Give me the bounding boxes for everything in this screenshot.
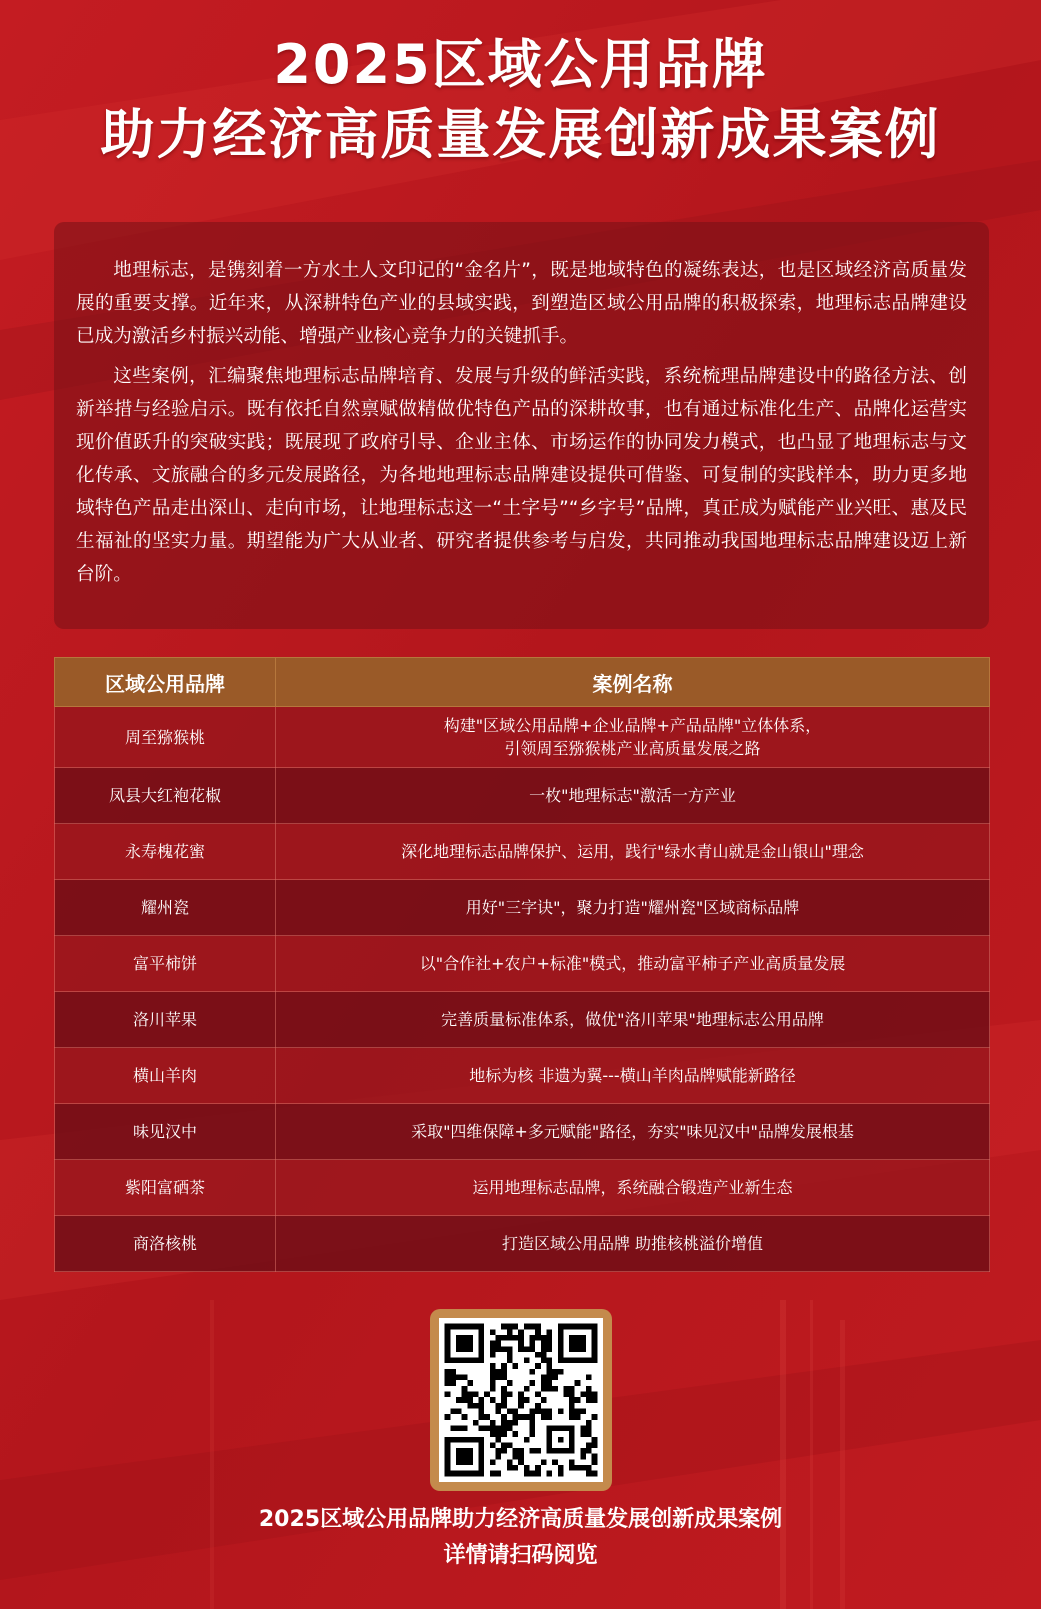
case-cell: 完善质量标准体系，做优"洛川苹果"地理标志公用品牌 — [276, 992, 990, 1048]
case-cell — [276, 707, 990, 768]
cases-table — [54, 657, 990, 1272]
footer-title: 2025区域公用品牌助力经济高质量发展创新成果案例 — [258, 1507, 783, 1532]
footer-hint: 详情请扫码阅览 — [443, 1543, 598, 1568]
case-cell: 用好"三字诀"，聚力打造"耀州瓷"区域商标品牌 — [276, 880, 990, 936]
brand-cell: 凤县大红袍花椒 — [55, 768, 276, 824]
case-cell: 采取"四维保障+多元赋能"路径，夯实"味见汉中"品牌发展根基 — [276, 1104, 990, 1160]
case-line: 引领周至猕猴桃产业高质量发展之路 — [504, 739, 761, 758]
case-cell: 地标为核 非遗为翼---横山羊肉品牌赋能新路径 — [276, 1048, 990, 1104]
brand-cell: 商洛核桃 — [55, 1216, 276, 1272]
brand-cell: 耀州瓷 — [55, 880, 276, 936]
case-cell: 一枚"地理标志"激活一方产业 — [276, 768, 990, 824]
table-row — [55, 936, 990, 992]
brand-cell: 紫阳富硒茶 — [55, 1160, 276, 1216]
table-row — [55, 707, 990, 768]
brand-cell: 周至猕猴桃 — [55, 707, 276, 768]
header-case: 案例名称 — [276, 658, 990, 707]
brand-cell: 洛川苹果 — [55, 992, 276, 1048]
header-brand: 区域公用品牌 — [55, 658, 276, 707]
table-row — [55, 768, 990, 824]
case-cell: 运用地理标志品牌，系统融合锻造产业新生态 — [276, 1160, 990, 1216]
brand-cell: 永寿槐花蜜 — [55, 824, 276, 880]
case-cell: 打造区域公用品牌 助推核桃溢价增值 — [276, 1216, 990, 1272]
case-line: 构建"区域公用品牌+企业品牌+产品品牌"立体体系， — [443, 716, 822, 735]
brand-cell: 富平柿饼 — [55, 936, 276, 992]
table-row — [55, 1216, 990, 1272]
poster-title — [0, 30, 1041, 170]
brand-cell: 横山羊肉 — [55, 1048, 276, 1104]
intro-panel — [54, 222, 989, 629]
qr-frame[interactable] — [430, 1309, 612, 1491]
intro-paragraph-2: 这些案例，汇编聚焦地理标志品牌培育、发展与升级的鲜活实践，系统梳理品牌建设中的路径方法、创新举措与经验启示。既有依托自然禀赋做精做优特色产品的深耕故事，也有通过标准化生产、品牌化运营实现价值跃升的突破实践；既展现了政府引导、企业主体、市场运作的协同发力模式，也凸显了地理标志与文化传承、文旅融合的多元发展路径，为各地地理标志品牌建设提供可借鉴、可复制的实践样本，助力更多地域特色产品走出深山、走向市场，让地理标志这一“土字号”“乡字号”品牌，真正成为赋能产业兴旺、惠及民生福祉的坚实力量。期望能为广大从业者、研究者提供参考与启发，共同推动我国地理标志品牌建设迈上新台阶。 — [76, 366, 967, 585]
table-row — [55, 1048, 990, 1104]
poster-title-line1: 2025区域公用品牌 — [273, 33, 768, 96]
case-cell: 深化地理标志品牌保护、运用，践行"绿水青山就是金山银山"理念 — [276, 824, 990, 880]
table-row — [55, 992, 990, 1048]
qr-code-icon[interactable] — [439, 1318, 603, 1482]
poster-title-line2: 助力经济高质量发展创新成果案例 — [100, 103, 941, 166]
brand-cell: 味见汉中 — [55, 1104, 276, 1160]
table-row — [55, 1104, 990, 1160]
table-row — [55, 880, 990, 936]
table-row — [55, 1160, 990, 1216]
table-row — [55, 824, 990, 880]
table-header-row — [55, 658, 990, 707]
case-cell: 以"合作社+农户+标准"模式，推动富平柿子产业高质量发展 — [276, 936, 990, 992]
intro-paragraph-1: 地理标志，是镌刻着一方水土人文印记的“金名片”，既是地域特色的凝练表达，也是区域经济高质量发展的重要支撑。近年来，从深耕特色产业的县域实践，到塑造区域公用品牌的积极探索，地理标志品牌建设已成为激活乡村振兴动能、增强产业核心竞争力的关键抓手。 — [76, 260, 967, 347]
